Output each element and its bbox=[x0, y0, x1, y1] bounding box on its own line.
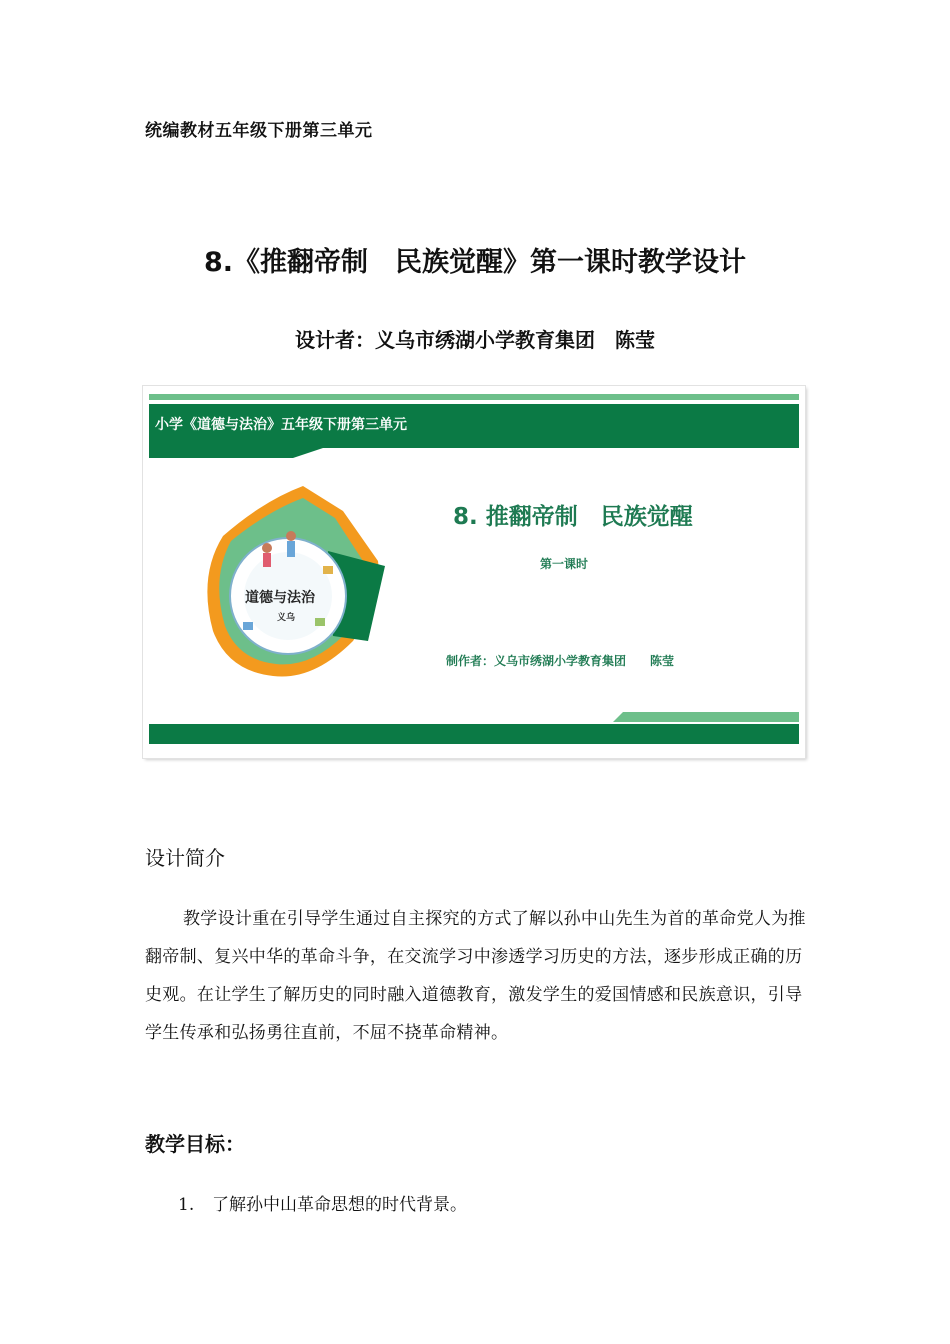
header-note: 统编教材五年级下册第三单元 bbox=[145, 121, 373, 141]
logo-text: 道德与法治 bbox=[245, 590, 315, 606]
goal-item bbox=[178, 1190, 467, 1215]
slide-header-text: 小学《道德与法治》五年级下册第三单元 bbox=[155, 417, 407, 433]
goals-heading: 教学目标： bbox=[145, 1132, 245, 1156]
goal-text: 了解孙中山革命思想的时代背景。 bbox=[212, 1195, 467, 1215]
intro-heading: 设计简介 bbox=[145, 846, 225, 870]
goal-number: 1. bbox=[178, 1195, 195, 1215]
author-line: 设计者：义乌市绣湖小学教育集团 陈莹 bbox=[295, 328, 655, 352]
slide-maker: 制作者：义乌市绣湖小学教育集团 陈莹 bbox=[446, 654, 675, 668]
document-title: 8.《推翻帝制 民族觉醒》第一课时教学设计 bbox=[203, 247, 747, 278]
cover-slide-image bbox=[143, 386, 805, 758]
slide-title: 8. 推翻帝制 民族觉醒 bbox=[453, 504, 693, 530]
logo-subtext: 义乌 bbox=[277, 613, 296, 623]
slide-subtitle: 第一课时 bbox=[540, 557, 589, 571]
intro-paragraph: 教学设计重在引导学生通过自主探究的方式了解以孙中山先生为首的革命党人为推翻帝制、复兴中华的革命斗争，在交流学习中渗透学习历史的方法，逐步形成正确的历史观。在让学生了解历史的同时融入道德教育，激发学生的爱国情感和民族意识，引导学生传承和弘扬勇往直前，不屈不挠革命精神。 bbox=[145, 909, 806, 1043]
slide-graphics bbox=[143, 386, 805, 758]
